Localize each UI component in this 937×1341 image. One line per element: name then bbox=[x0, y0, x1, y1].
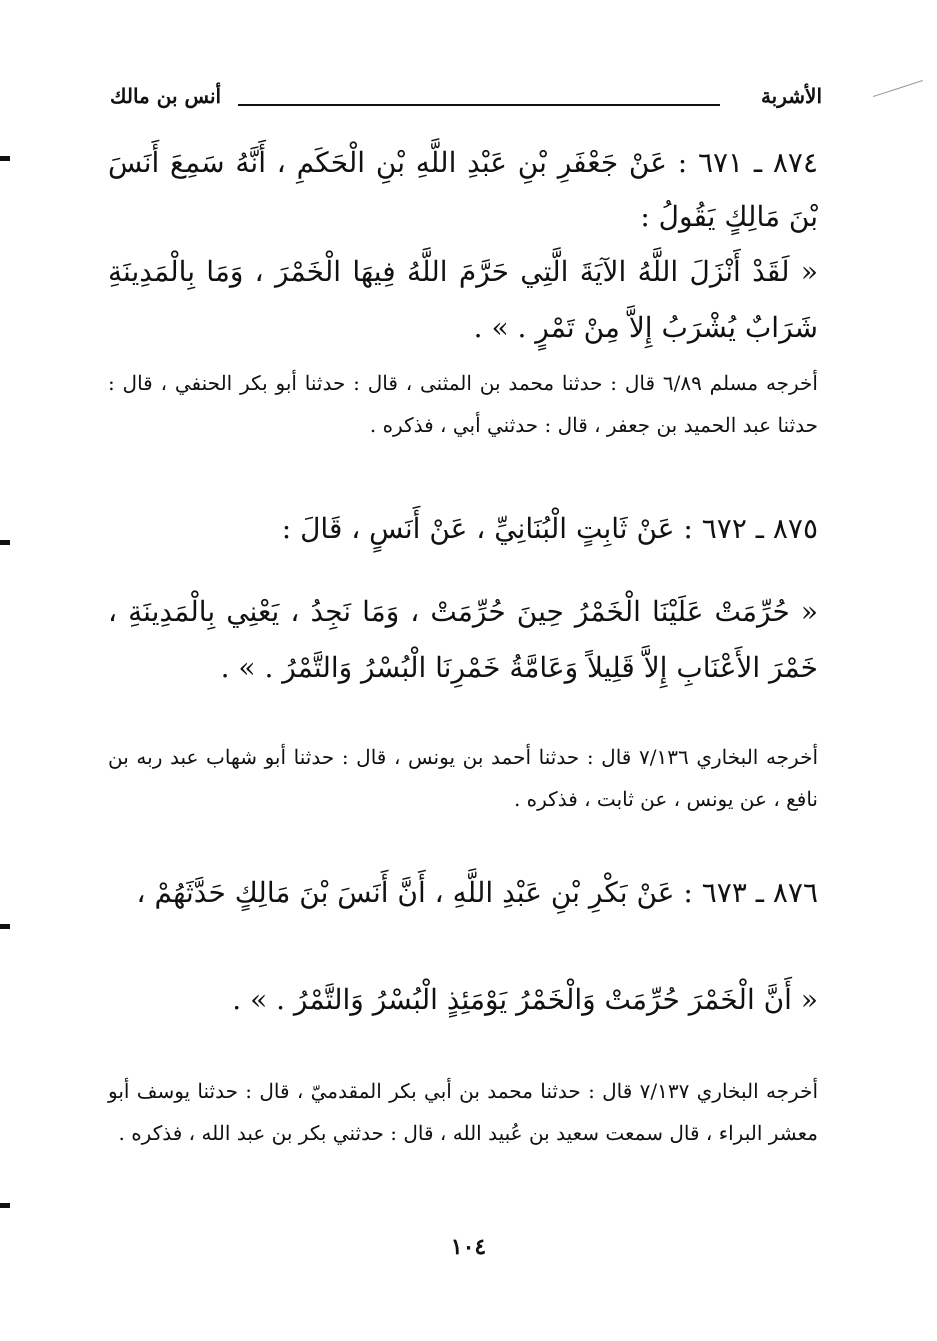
hadith-text: « أَنَّ الْخَمْرَ حُرِّمَتْ وَالْخَمْرُ يَوْمَئِذٍ الْبُسْرُ وَالتَّمْرُ . » . bbox=[232, 983, 818, 1016]
narrator-title: أنس بن مالك bbox=[110, 84, 222, 108]
hadith-heading: ٨٧٦ ـ ٦٧٣ : عَنْ بَكْرِ بْنِ عَبْدِ اللَّهِ ، أَنَّ أَنَسَ بْنَ مَالِكٍ حَدَّثَهُمْ ، bbox=[136, 876, 818, 909]
running-header bbox=[110, 82, 822, 118]
hadith-text: « لَقَدْ أَنْزَلَ اللَّهُ الآيَةَ الَّتِي حَرَّمَ اللَّهُ فِيهَا الْخَمْرَ ، وَمَا بِالْمَدِينَةِ شَرَابٌ يُشْرَبُ إِلاَّ مِنْ تَمْرٍ . » . bbox=[108, 255, 818, 344]
scan-edge-mark bbox=[0, 924, 10, 929]
hadith-takhrij: أخرجه البخاري ٧/١٣٧ قال : حدثنا محمد بن أبي بكر المقدميّ ، قال : حدثنا يوسف أبو معشر البراء ، قال سمعت سعيد بن عُبيد الله ، قال : حدثني بكر بن عبد الله ، فذكره . bbox=[108, 1079, 818, 1145]
hadith-heading: ٨٧٤ ـ ٦٧١ : عَنْ جَعْفَرِ بْنِ عَبْدِ اللَّهِ بْنِ الْحَكَمِ ، أَنَّهُ سَمِعَ أَنَسَ بْنَ مَالِكٍ يَقُولُ : bbox=[108, 146, 818, 233]
hadith-takhrij: أخرجه البخاري ٧/١٣٦ قال : حدثنا أحمد بن يونس ، قال : حدثنا أبو شهاب عبد ربه بن نافع ، عن يونس ، عن ثابت ، فذكره . bbox=[108, 745, 818, 811]
hadith-takhrij: أخرجه مسلم ٦/٨٩ قال : حدثنا محمد بن المثنى ، قال : حدثنا أبو بكر الحنفي ، قال : حدثنا عبد الحميد بن جعفر ، قال : حدثني أبي ، فذكره . bbox=[108, 371, 818, 437]
header-rule bbox=[238, 104, 720, 106]
scan-edge-mark bbox=[0, 540, 10, 545]
scan-edge-mark bbox=[0, 156, 10, 161]
chapter-title: الأشربة bbox=[760, 84, 822, 108]
hadith-heading: ٨٧٥ ـ ٦٧٢ : عَنْ ثَابِتٍ الْبُنَانِيِّ ، عَنْ أَنَسٍ ، قَالَ : bbox=[281, 512, 818, 545]
scan-edge-mark bbox=[0, 1203, 10, 1208]
hadith-text: « حُرِّمَتْ عَلَيْنَا الْخَمْرُ حِينَ حُرِّمَتْ ، وَمَا نَجِدُ ، يَعْنِي بِالْمَدِينَةِ ، خَمْرَ الأَعْنَابِ إِلاَّ قَلِيلاً وَعَامَّةُ خَمْرِنَا الْبُسْرُ وَالتَّمْرُ . » . bbox=[108, 595, 818, 684]
scan-scratch bbox=[873, 80, 923, 97]
page-number: ١٠٤ bbox=[450, 1234, 487, 1260]
